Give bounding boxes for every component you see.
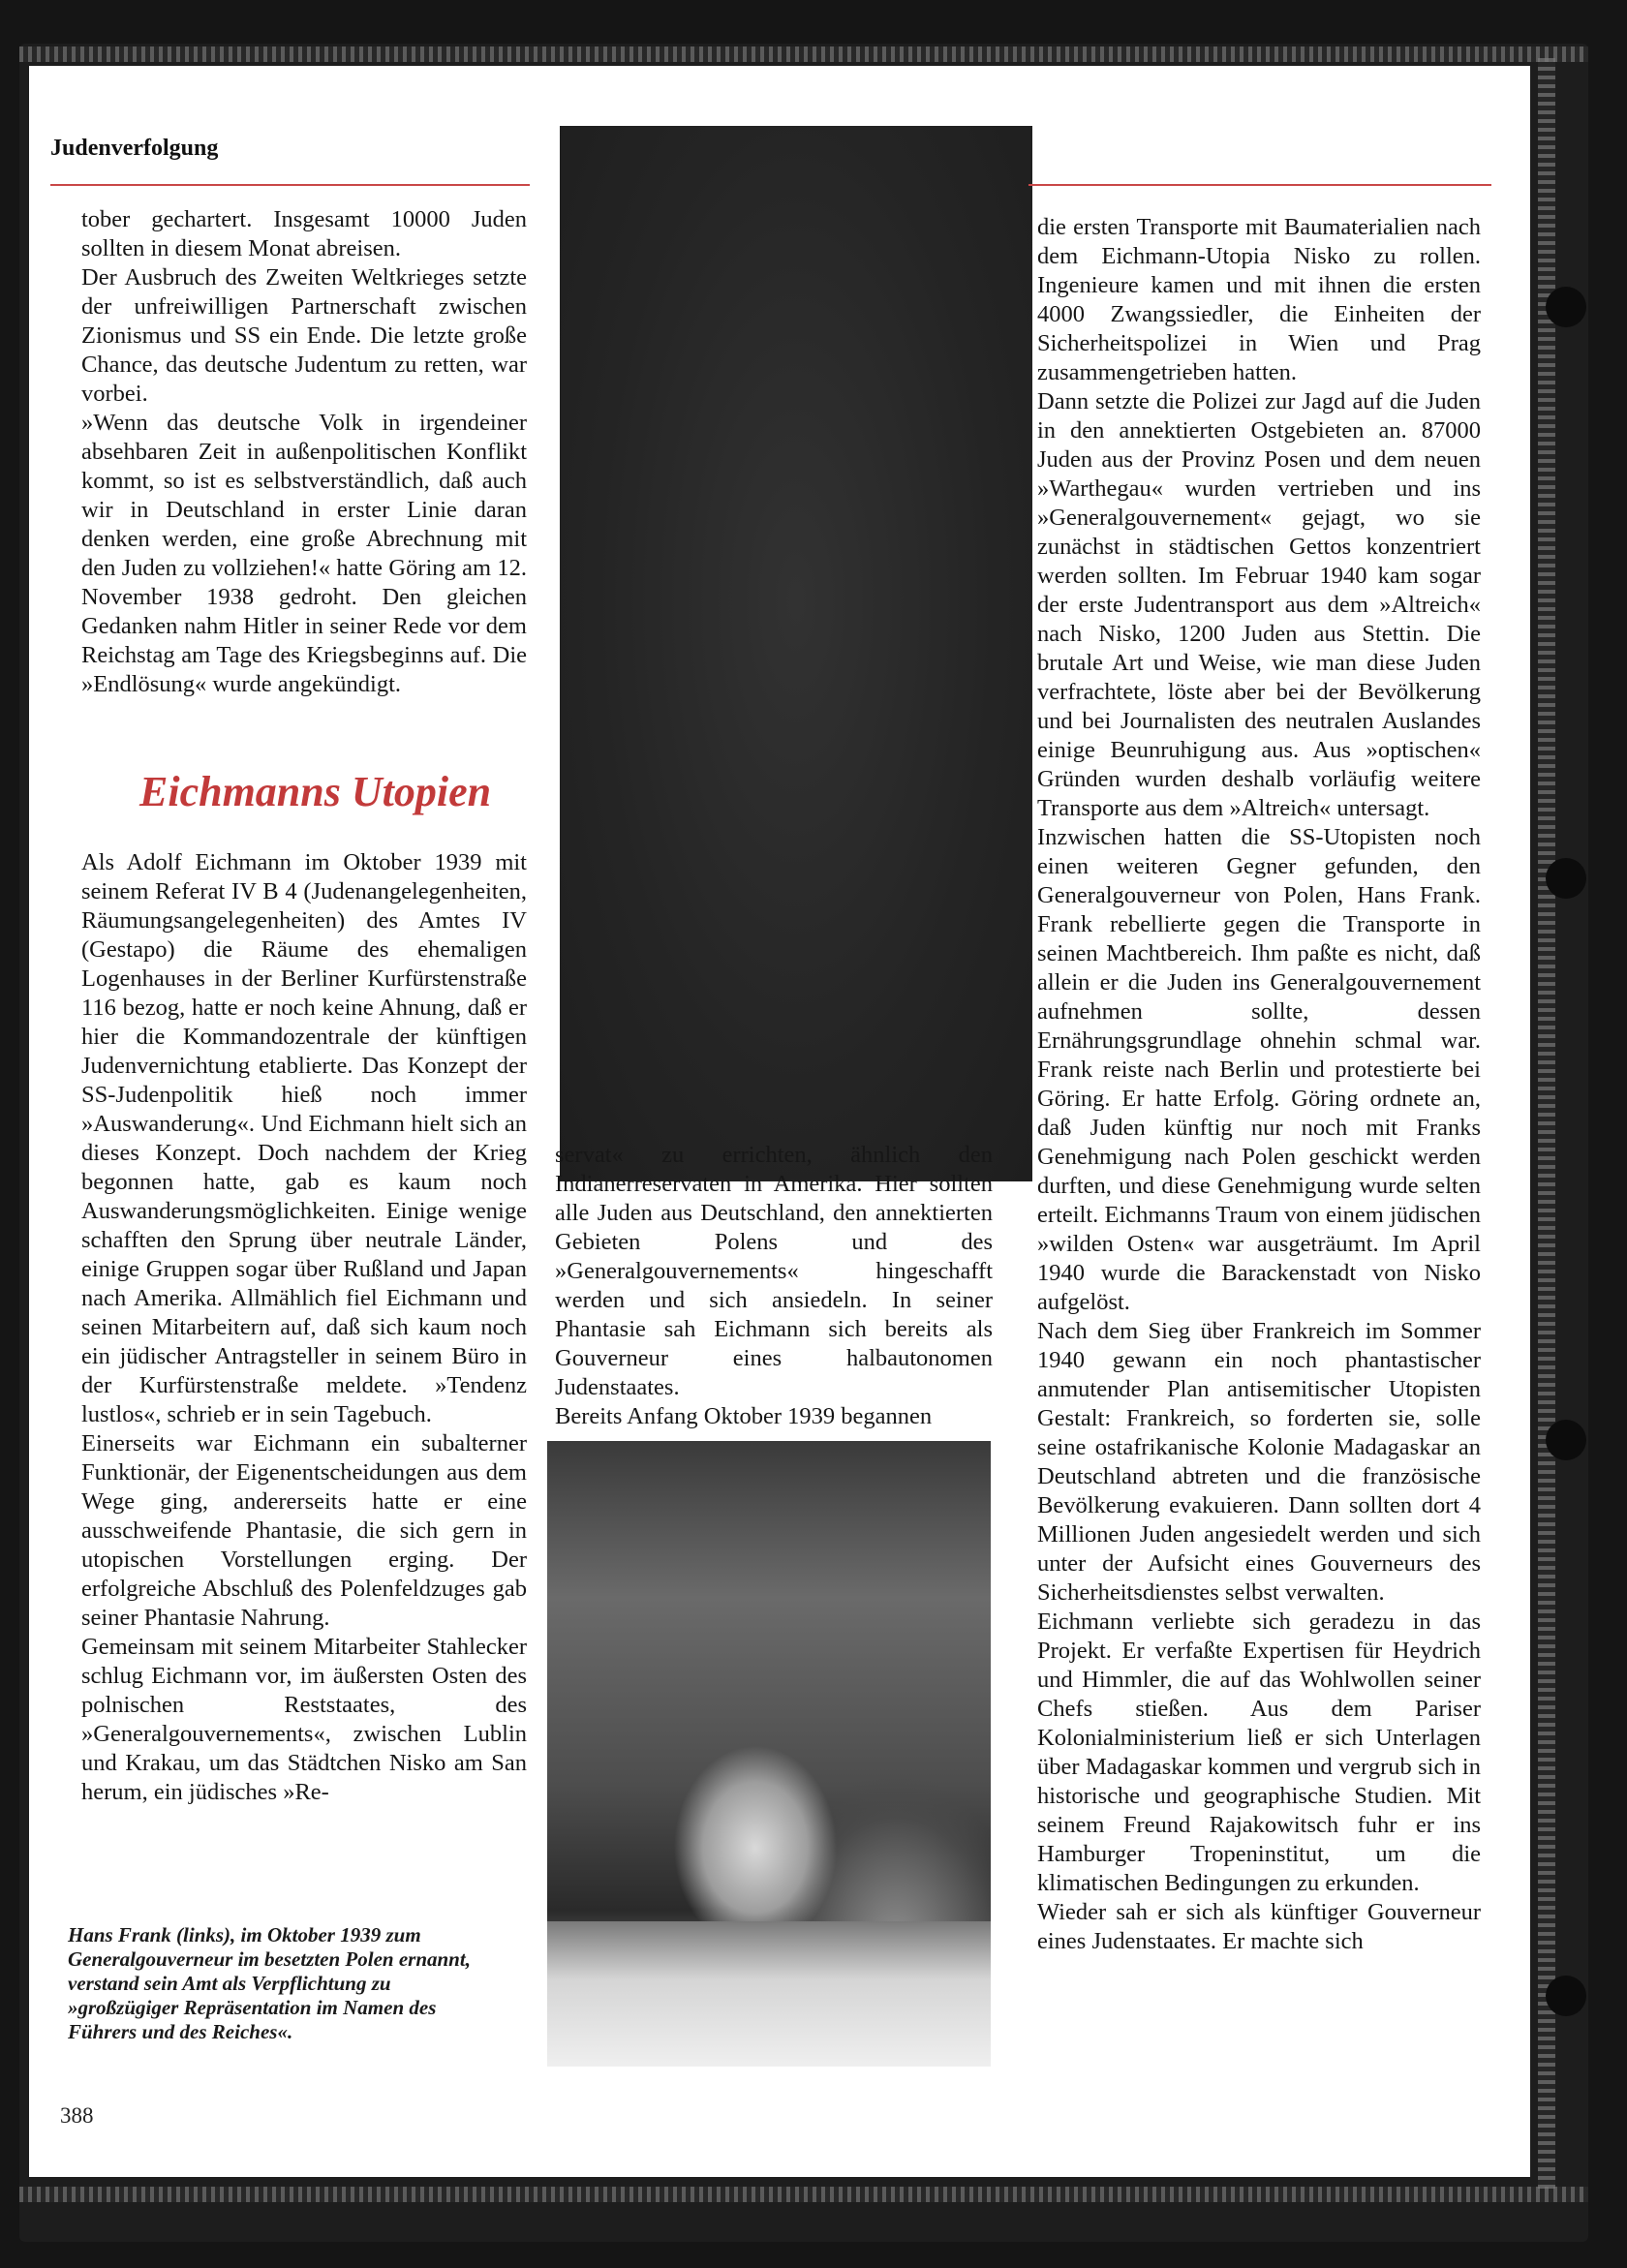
header-rule-left [50,184,530,186]
column-right [1037,213,1481,1956]
punch-hole-3 [1546,1420,1586,1460]
page-number: 388 [60,2103,94,2128]
punch-hole-2 [1546,858,1586,899]
sleeve-bottom-edge [19,2187,1588,2202]
photo-hans-frank [547,1441,991,2067]
column-middle [555,1141,993,1431]
header-rule-right [1028,184,1491,186]
column-left-main [81,848,527,1807]
punch-hole-4 [1546,1976,1586,2016]
paragraph: Inzwischen hatten die SS-Utopisten noch einen weiteren Gegner gefunden, den Generalgouverneur von Polen, Hans Frank. Frank rebellierte gegen die Transporte in seinen Machtbereich. Ihm paßte es nicht, daß allein er die Juden ins Generalgouvernement aufnehmen sollte, dessen Ernährungsgrundlage ohnehin schmal war. Frank reiste nach Berlin und protestierte bei Göring. Er hatte Erfolg. Göring ordnete an, daß Juden künftig nur noch mit Franks Genehmigung nach Polen geschickt werden durften, und diese Genehmigung wurde selten erteilt. Eichmanns Traum von einem jüdischen »wilden Osten« war ausgeträumt. Im April 1940 wurde die Barackenstadt von Nisko aufgelöst. [1037,824,1481,1315]
paragraph: Nach dem Sieg über Frankreich im Sommer 1940 gewann ein noch phantastischer anmutender Plan antisemitischer Utopisten Gestalt: Frankreich, so forderten sie, solle seine ostafrikanische Kolonie Madagaskar an Deutschland abtreten und die französische Bevölkerung evakuieren. Dann sollten dort 4 Millionen Juden angesiedelt werden und sich unter der Aufsicht eines Gouverneurs des Sicherheitsdienstes selbst verwalten. [1037,1318,1481,1606]
paragraph: Eichmann verliebte sich geradezu in das Projekt. Er verfaßte Expertisen für Heydrich und Himmler, die auf das Wohlwollen seiner Chefs stießen. Aus dem Pariser Kolonialministerium ließ er sich Unterlagen über Madagaskar kommen und vergrub sich in historische und geographische Studien. Mit seinem Freund Rajakowitsch fuhr er ins Hamburger Tropeninstitut, um die klimatischen Bedingungen zu erkunden. [1037,1609,1481,1896]
photo-table [547,1921,991,2067]
section-title: Judenverfolgung [50,136,219,161]
paragraph: »Wenn das deutsche Volk in irgendeiner absehbaren Zeit in außenpolitischen Konflikt kommt, so ist es selbstverständlich, daß auch wir in Deutschland in erster Linie daran denken werden, eine große Abrechnung mit den Juden zu vollziehen!« hatte Göring am 12. November 1938 gedroht. Den gleichen Gedanken nahm Hitler in seiner Rede vor dem Reichstag am Tage des Kriegsbeginns auf. Die »Endlösung« wurde angekündigt. [81,410,527,697]
paragraph: Der Ausbruch des Zweiten Weltkrieges setzte der unfreiwilligen Partnerschaft zwischen Zionismus und SS ein Ende. Die letzte große Chance, das deutsche Judentum zu retten, war vorbei. [81,264,527,407]
dark-photo-area [560,126,1032,1181]
sleeve-right-edge [1538,58,1555,2189]
paragraph: Einerseits war Eichmann ein subalterner Funktionär, der Eigenentscheidungen aus dem Wege ging, andererseits hatte er eine ausschweifende Phantasie, die sich gern in utopischen Vorstellungen erging. Der erfolgreiche Abschluß des Polenfeldzuges gab seiner Phantasie Nahrung. [81,1430,527,1631]
sleeve-top-edge [19,46,1588,62]
paragraph: Dann setzte die Polizei zur Jagd auf die Juden in den annektierten Ostgebieten an. 87000 Juden aus der Provinz Posen und dem neuen »Warthegau« wurden vertrieben und ins »Generalgouvernement« gejagt, wo sie zunächst in städtischen Gettos konzentriert werden sollten. Im Februar 1940 kam sogar der erste Judentransport aus dem »Altreich« nach Nisko, 1200 Juden aus Stettin. Die brutale Art und Weise, wie man diese Juden verfrachtete, löste aber bei der Bevölkerung und bei Journalisten des neutralen Auslandes einige Beunruhigung aus. Aus »optischen« Gründen wurden deshalb vorläufig weitere Transporte aus dem »Altreich« untersagt. [1037,388,1481,821]
paragraph: servat« zu errichten, ähnlich den Indianerreservaten in Amerika. Hier sollten alle Juden aus Deutschland, den annektierten Gebieten Polens und des »Generalgouvernements« hingeschafft werden und sich ansiedeln. In seiner Phantasie sah Eichmann sich bereits als Gouverneur eines halbautonomen Judenstaates. [555,1142,993,1400]
paragraph: Bereits Anfang Oktober 1939 begannen [555,1403,933,1429]
punch-hole-1 [1546,287,1586,327]
photo-caption: Hans Frank (links), im Oktober 1939 zum Generalgouverneur im besetzten Polen ernannt, verstand sein Amt als Verpflichtung zu »großzügiger Repräsentation im Namen des Führers und des Reiches«. [68,1923,471,2043]
paragraph: Als Adolf Eichmann im Oktober 1939 mit seinem Referat IV B 4 (Judenangelegenheiten, Räumungsangelegenheiten) des Amtes IV (Gestapo) die Räume des ehemaligen Logenhauses in der Berliner Kurfürstenstraße 116 bezog, hatte er noch keine Ahnung, daß er hier die Kommandozentrale der künftigen Judenvernichtung etablierte. Das Konzept der SS-Judenpolitik hieß noch immer »Auswanderung«. Und Eichmann hielt sich an dieses Konzept. Doch nachdem der Krieg begonnen hatte, gab es kaum noch Auswanderungsmöglichkeiten. Einige wenige schafften den Sprung über neutrale Länder, einige Gruppen sogar über Rußland und Japan nach Amerika. Allmählich fiel Eichmann und seinen Mitarbeitern auf, daß sich kaum noch ein jüdischer Antragsteller in seinem Büro in der Kurfürstenstraße meldete. »Tendenz lustlos«, schrieb er in sein Tagebuch. [81,849,527,1427]
article-headline: Eichmanns Utopien [139,768,492,815]
paragraph: die ersten Transporte mit Baumaterialien nach dem Eichmann-Utopia Nisko zu rollen. Ingenieure kamen und mit ihnen die ersten 4000 Zwangssiedler, die Einheiten der Sicherheitspolizei in Wien und Prag zusammengetrieben hatten. [1037,214,1481,385]
paragraph: Gemeinsam mit seinem Mitarbeiter Stahlecker schlug Eichmann vor, im äußersten Osten des polnischen Reststaates, des »Generalgouvernements«, zwischen Lublin und Krakau, um das Städtchen Nisko am San herum, ein jüdisches »Re- [81,1634,527,1805]
paragraph: tober gechartert. Insgesamt 10000 Juden sollten in diesem Monat abreisen. [81,206,527,261]
column-left-top [81,205,527,699]
paragraph: Wieder sah er sich als künftiger Gouverneur eines Judenstaates. Er machte sich [1037,1899,1481,1954]
